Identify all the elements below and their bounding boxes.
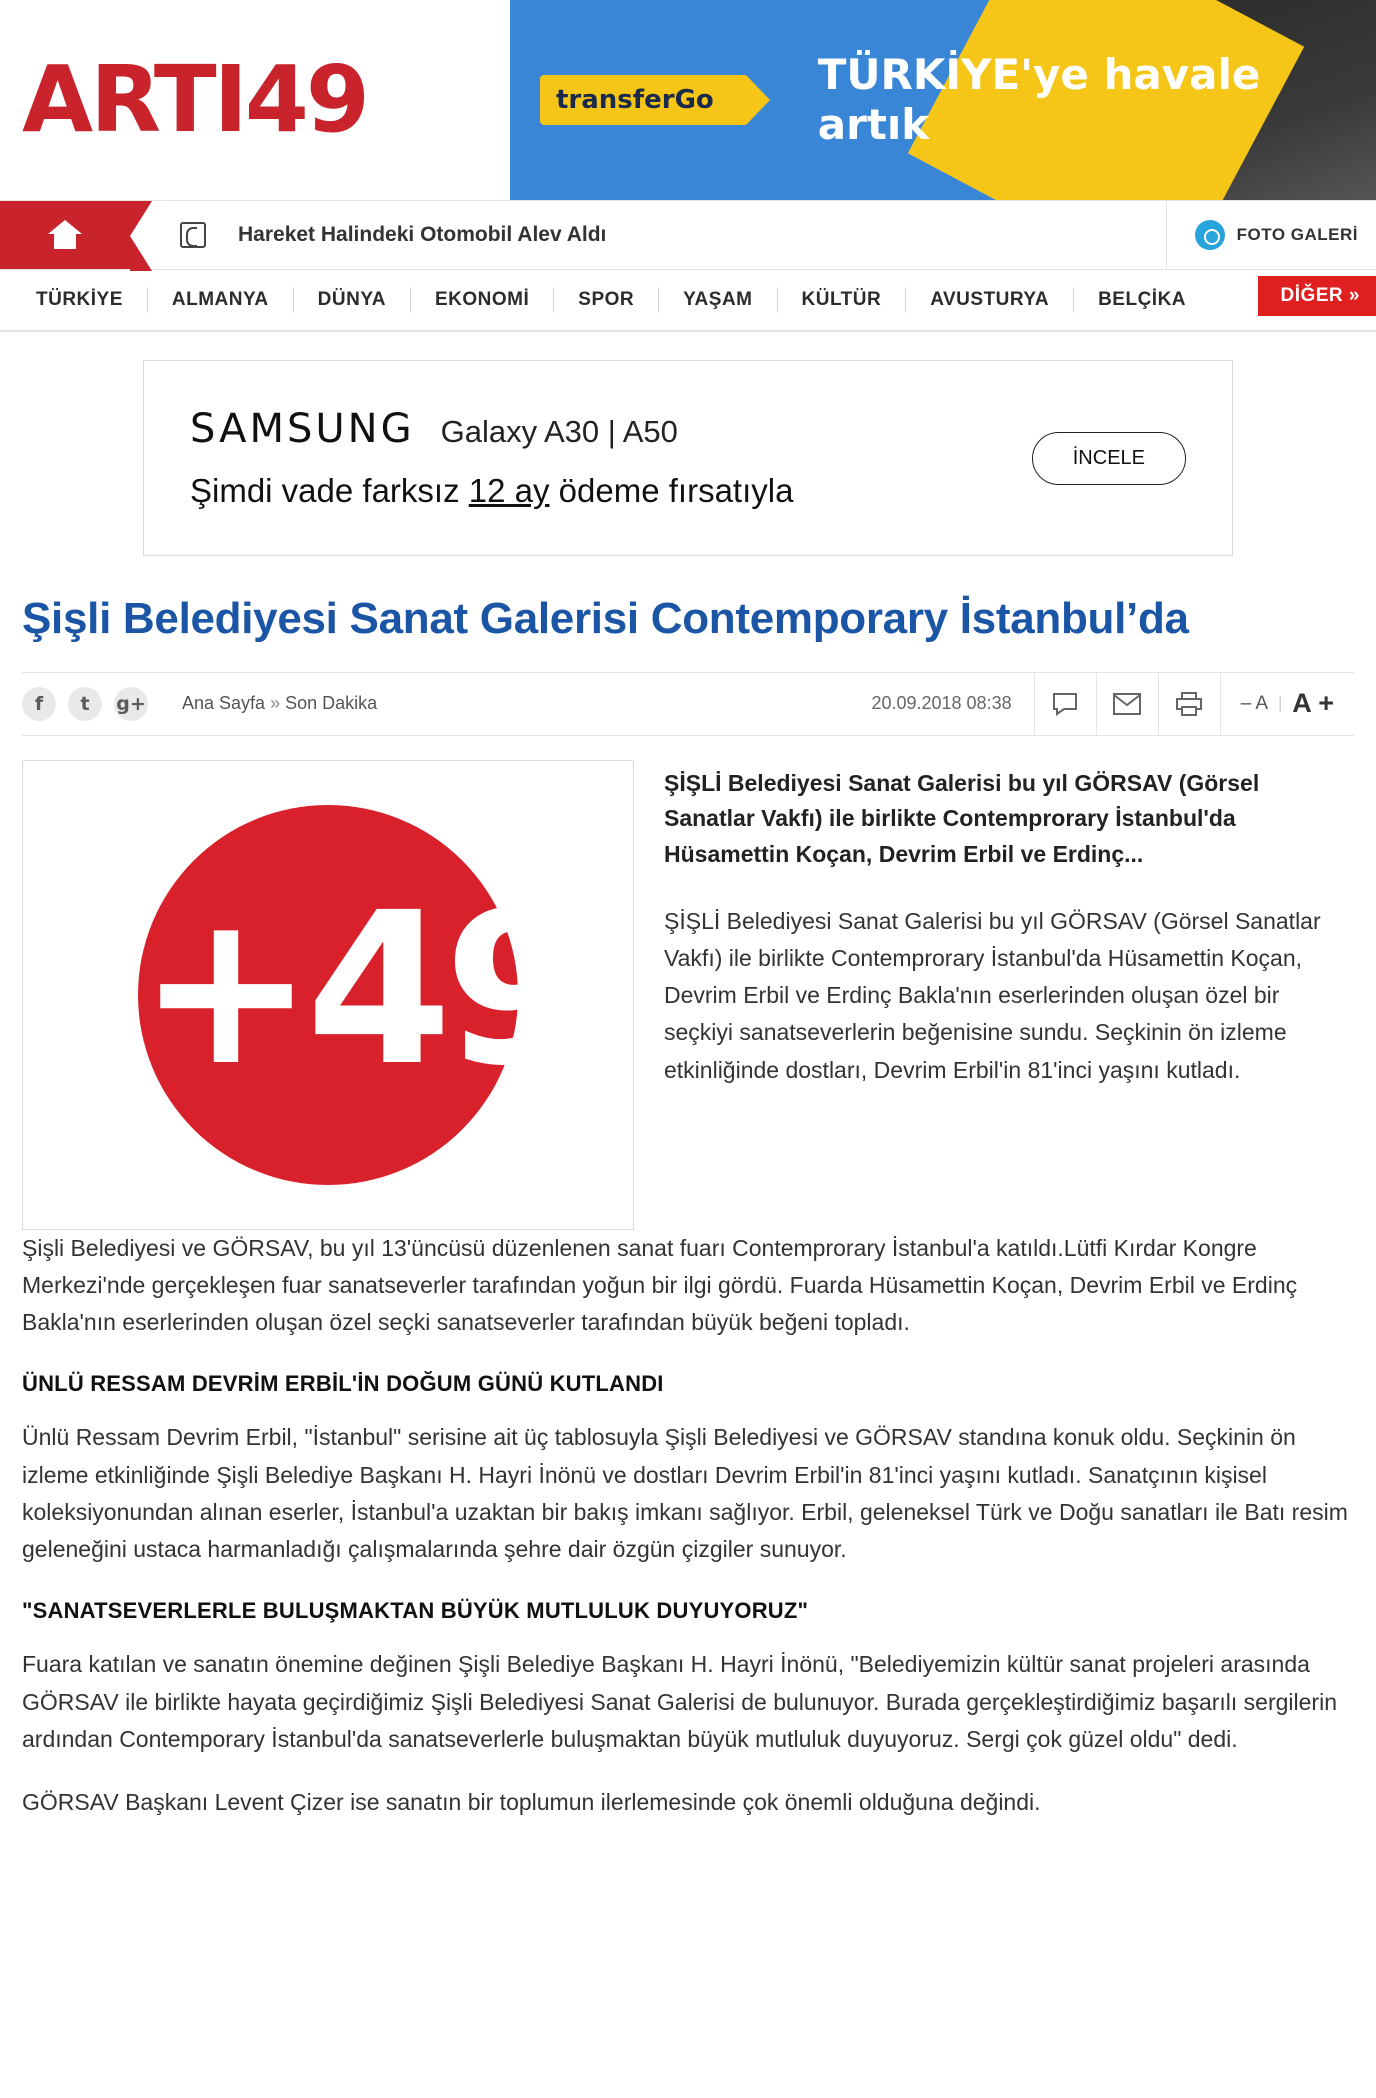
nav-item-kultur[interactable]: KÜLTÜR [778, 287, 907, 313]
nav-item-almanya[interactable]: ALMANYA [148, 287, 294, 313]
nav-more-button[interactable]: DİĞER » [1258, 276, 1376, 316]
article-paragraph-5: GÖRSAV Başkanı Levent Çizer ise sanatın bir toplumun ilerlemesinde çok önemli olduğuna değindi. [22, 1789, 1041, 1816]
samsung-offer [190, 472, 1032, 510]
logo-text [22, 46, 367, 153]
transfergo-logo-first: transfer [556, 85, 675, 115]
logo-word: ARTI [22, 46, 245, 153]
font-size-divider: | [1278, 694, 1283, 712]
top-bar [0, 0, 1376, 200]
nav-item-belcika[interactable]: BELÇİKA [1098, 289, 1187, 310]
article-paragraph-3: Ünlü Ressam Devrim Erbil, "İstanbul" serisine ait üç tablosuyla Şişli Belediyesi ve GÖRSAV standına konuk oldu. Seçkinin ön izleme etkinliğinde Şişli Belediye Başkanı H. Hayri İnönü ve dostları Devrim Erbil'in 81'inci yaşını kutladı. Sanatçının kişisel koleksiyonundan alınan eserler, İstanbul'a uzaktan bir bakış imkanı sağlıyor. Erbil, geleneksel Türk ve Doğu sanatları ile Batı resim geleneğini ustaca harmanladığı çalışmalarında şehre dair özgün çizgiler sunuyor. [22, 1424, 1348, 1563]
banner-line1: TÜRKİYE'ye havale [817, 50, 1261, 100]
comment-icon[interactable] [1035, 672, 1097, 736]
ticker-headline[interactable]: Hareket Halindeki Otomobil Alev Aldı [238, 223, 607, 246]
article-lead-column [664, 760, 1354, 1230]
samsung-model: Galaxy A30 | A50 [440, 414, 678, 449]
email-icon[interactable] [1097, 672, 1159, 736]
article-meta-bar [22, 672, 1354, 736]
transfergo-logo-second: Go [674, 85, 714, 115]
camera-icon [1195, 220, 1225, 250]
font-size-controls [1221, 688, 1354, 719]
article-date: 20.09.2018 08:38 [871, 693, 1012, 714]
home-button[interactable] [0, 201, 130, 269]
photo-gallery-label: FOTO GALERİ [1236, 225, 1358, 244]
article [0, 592, 1376, 1821]
banner-line2 [818, 100, 1261, 150]
twitter-icon[interactable]: t [68, 687, 102, 721]
samsung-brand: SAMSUNG [190, 406, 415, 452]
main-navigation [0, 270, 1376, 332]
site-logo[interactable] [0, 0, 510, 200]
page-title: Şişli Belediyesi Sanat Galerisi Contemporary İstanbul’da [22, 594, 1189, 643]
arrow-icon [746, 75, 770, 125]
photo-gallery-link[interactable] [1166, 201, 1376, 269]
banner-copy [818, 50, 1261, 149]
home-icon [48, 220, 82, 250]
samsung-offer-post: ödeme fırsatıyla [549, 472, 794, 509]
transfergo-ad-banner[interactable] [510, 0, 1376, 200]
samsung-offer-underline: 12 ay [468, 472, 550, 509]
logo-number: 49 [244, 46, 367, 153]
article-lead: ŞİŞLİ Belediyesi Sanat Galerisi bu yıl GÖRSAV (Görsel Sanatlar Vakfı) ile birlikte Contemprorary İstanbul'da Hüsamettin Koçan, Devrim Erbil ve Erdinç... [664, 769, 1260, 867]
google-plus-icon[interactable]: g+ [114, 687, 148, 721]
thumbnail-logo: +49 [138, 805, 518, 1185]
font-decrease-button[interactable]: – A [1240, 692, 1269, 714]
social-share-group [22, 687, 166, 721]
transfergo-logo [540, 75, 748, 125]
print-icon[interactable] [1159, 672, 1221, 736]
article-subheading-2: "SANATSEVERLERLE BULUŞMAKTAN BÜYÜK MUTLULUK DUYUYORUZ" [22, 1598, 809, 1624]
article-paragraph-4: Fuara katılan ve sanatın önemine değinen Şişli Belediye Başkanı H. Hayri İnönü, "Belediyemizin kültür sanat projeleri arasında GÖRSAV ile birlikte hayata geçirdiğimiz Şişli Belediyesi Sanat Galerisi de bulunuyor. Burada gerçekleştirdiğimiz başarılı sergilerin ardından Contemporary İstanbul'da sanatseverlerle buluşmaktan büyük mutluluk duyuyoruz. Sergi çok güzel oldu" dedi. [22, 1651, 1337, 1752]
facebook-icon[interactable]: f [22, 687, 56, 721]
nav-item-dunya[interactable]: DÜNYA [294, 287, 411, 313]
breadcrumb [166, 693, 377, 714]
news-ticker-bar [0, 200, 1376, 270]
samsung-offer-pre: Şimdi vade farksız [190, 472, 469, 509]
nav-item-spor[interactable]: SPOR [554, 287, 659, 313]
samsung-ad-container [0, 332, 1376, 574]
samsung-ad[interactable] [143, 360, 1233, 556]
article-subheading-1: ÜNLÜ RESSAM DEVRİM ERBİL'İN DOĞUM GÜNÜ KUTLANDI [22, 1371, 664, 1397]
breadcrumb-separator: » [270, 693, 281, 714]
article-paragraph-1: ŞİŞLİ Belediyesi Sanat Galerisi bu yıl GÖRSAV (Görsel Sanatlar Vakfı) ile birlikte Contemprorary İstanbul'da Hüsamettin Koçan, Devrim Erbil ve Erdinç Bakla'nın eserlerinden oluşan özel bir seçkiyi sanatseverlerin beğenisine sundu. Seçkinin ön izleme etkinliğinde dostları, Devrim Erbil'in 81'inci yaşını kutladı. [664, 907, 1321, 1083]
breadcrumb-current: Son Dakika [285, 693, 378, 714]
font-increase-button[interactable]: A + [1292, 688, 1334, 719]
article-thumbnail [22, 760, 634, 1230]
nav-item-turkiye[interactable]: TÜRKİYE [36, 287, 148, 313]
nav-item-avusturya[interactable]: AVUSTURYA [906, 287, 1074, 313]
news-ticker-icon [158, 201, 228, 269]
banner-line2-prefix: artık [817, 100, 944, 149]
article-top-section [22, 760, 1354, 1230]
samsung-cta-button[interactable]: İNCELE [1032, 432, 1186, 485]
nav-item-yasam[interactable]: YAŞAM [659, 287, 777, 313]
article-tools [1034, 672, 1221, 736]
nav-item-ekonomi[interactable]: EKONOMİ [411, 287, 554, 313]
banner-line2-highlight: ücretsiz! [943, 100, 1151, 149]
article-paragraph-2: Şişli Belediyesi ve GÖRSAV, bu yıl 13'üncüsü düzenlenen sanat fuarı Contemprorary İstanbul'a katıldı.Lütfi Kırdar Kongre Merkezi'nde gerçekleşen fuar sanatseverler tarafından yoğun bir ilgi gördü. Fuarda Hüsamettin Koçan, Devrim Erbil ve Erdinç Bakla'nın eserlerinden oluşan özel seçki sanatseverler tarafından büyük beğeni topladı. [22, 1234, 1298, 1336]
breadcrumb-home[interactable]: Ana Sayfa [182, 693, 266, 714]
